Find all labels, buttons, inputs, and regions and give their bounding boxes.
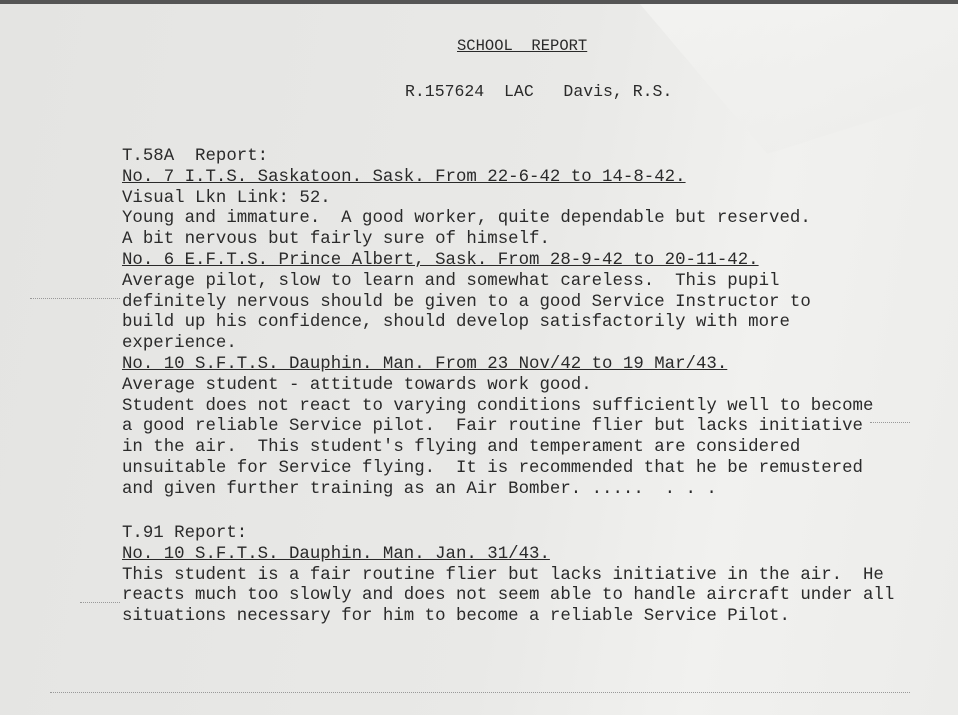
report-line: unsuitable for Service flying. It is recommended that he be remustered xyxy=(122,458,863,478)
report-line: situations necessary for him to become a reliable Service Pilot. xyxy=(122,607,790,627)
report-line: in the air. This student's flying and temperament are considered xyxy=(122,438,801,458)
school-heading: No. 10 S.F.T.S. Dauphin. Man. Jan. 31/43. xyxy=(122,544,550,564)
report-line: definitely nervous should be given to a good Service Instructor to xyxy=(122,292,811,312)
report-line: Average student - attitude towards work good. xyxy=(122,375,592,395)
report-line: build up his confidence, should develop satisfactorily with more xyxy=(122,313,790,333)
faint-dotted-mark xyxy=(30,298,120,299)
report-line: Student does not react to varying conditions sufficiently well to become xyxy=(122,396,874,416)
faint-dotted-mark xyxy=(870,422,910,423)
report-line: experience. xyxy=(122,334,237,354)
school-heading: No. 6 E.F.T.S. Prince Albert, Sask. From 28-9-42 to 20-11-42. xyxy=(122,250,759,270)
t58a-report-section xyxy=(122,147,873,501)
document-title: SCHOOL REPORT xyxy=(457,37,588,55)
report-line: Average pilot, slow to learn and somewhat careless. This pupil xyxy=(122,271,780,291)
report-line: T.91 Report: xyxy=(122,524,248,543)
school-heading: No. 7 I.T.S. Saskatoon. Sask. From 22-6-42 to 14-8-42. xyxy=(122,167,686,187)
report-line: Visual Lkn Link: 52. xyxy=(122,188,331,208)
faint-dotted-mark xyxy=(50,692,910,693)
report-line: Young and immature. A good worker, quite dependable but reserved. xyxy=(122,209,811,229)
faint-dotted-mark xyxy=(80,602,120,603)
school-heading: No. 10 S.F.T.S. Dauphin. Man. From 23 Nov/42 to 19 Mar/43. xyxy=(122,354,728,374)
report-line: T.58A Report: xyxy=(122,147,269,166)
report-line: a good reliable Service pilot. Fair routine flier but lacks initiative xyxy=(122,417,863,437)
report-line: This student is a fair routine flier but lacks initiative in the air. He xyxy=(122,565,884,585)
report-line: and given further training as an Air Bomber. ..... . . . xyxy=(122,479,717,499)
report-line: reacts much too slowly and does not seem able to handle aircraft under all xyxy=(122,586,895,606)
paper-fold xyxy=(640,4,958,154)
report-line: A bit nervous but fairly sure of himself. xyxy=(122,230,550,250)
service-reference: R.157624 LAC Davis, R.S. xyxy=(405,82,673,101)
scan-top-edge xyxy=(0,0,958,4)
t91-report-section xyxy=(122,524,894,628)
